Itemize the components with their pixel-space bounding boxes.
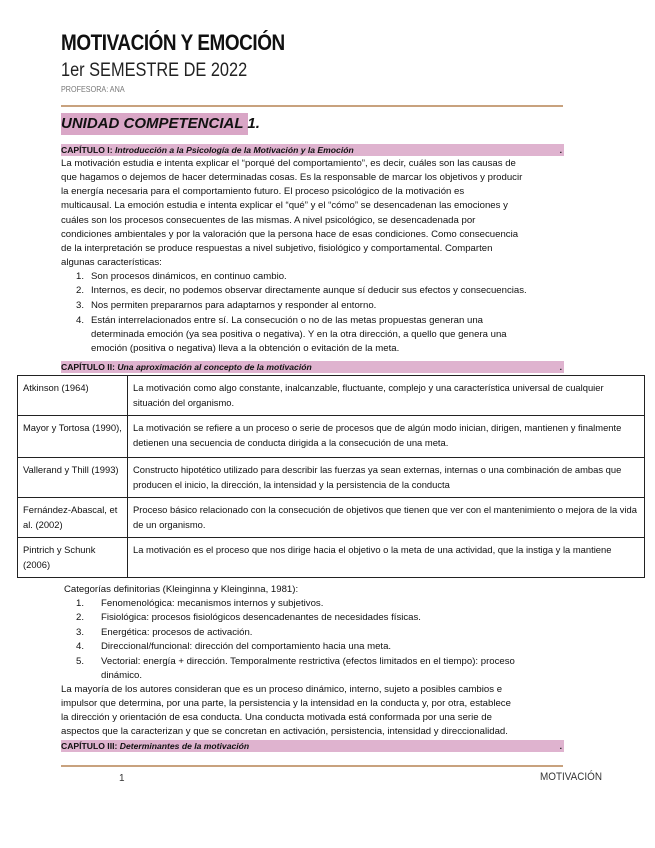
paragraph-line: algunas características: [61,257,162,268]
paragraph-line: multicausal. La emoción estudia e intenta explicar el “qué” y el “cómo” se desencadenan las emociones y [61,200,508,211]
categories-title: Categorías definitorias (Kleinginna y Kleinginna, 1981): [64,584,299,595]
list-text: Direccional/funcional: dirección del comportamiento hacia una meta. [101,641,392,652]
list-text: Energética: procesos de activación. [101,627,253,638]
list-text: Internos, es decir, no podemos observar directamente aunque sí deducir sus efectos y consecuencias. [91,285,527,296]
author-cell: Atkinson (1964) [18,376,128,416]
table-row [18,458,645,498]
chapter-3-dot: . [559,741,562,751]
chapter-3-title: Determinantes de la motivación [119,741,250,751]
list-text: determinada emoción (ya sea positiva o negativa). Y en la otra dirección, a quello que genera una [91,329,507,340]
table-row [18,538,645,578]
chapter-1-label: CAPÍTULO I: [61,145,113,155]
list-number: 3. [75,300,84,311]
paragraph-line: que hagamos o dejemos de hacer determinadas cosas. Es la responsable de marcar los objetivos y producir [61,172,523,183]
unit-heading: UNIDAD COMPETENCIAL 1. [61,113,248,135]
paragraph-line: la energía necesaria para el comportamiento futuro. El proceso psicológico de la motivación es [61,186,465,197]
list-text: dinámico. [101,670,143,681]
paragraph-line: La mayoría de los autores consideran que es un proceso dinámico, interno, sujeto a posibles cambios e [61,684,503,695]
definitions-table [17,375,645,578]
chapter-1-heading [61,144,564,156]
chapter-2-label: CAPÍTULO II: [61,362,115,372]
chapter-1-dot: . [559,145,562,155]
definition-cell: Constructo hipotético utilizado para describir las fuerzas ya sean externas, internas o una combinación de ambas que producen el inicio, la dirección, la intensidad y la persistencia de la conducta [128,458,645,498]
list-text: Vectorial: energía + dirección. Temporalmente restrictiva (efectos limitados en el tiempo): proceso [101,656,515,667]
chapter-3-label: CAPÍTULO III: [61,741,118,751]
chapter-2-heading [61,361,564,373]
paragraph-line: La motivación estudia e intenta explicar el “porqué del comportamiento”, es decir, cuáles son las causas de [61,158,516,169]
table-row [18,498,645,538]
definition-cell: La motivación es el proceso que nos dirige hacia el objetivo o la meta de una actividad, que la instiga y la mantiene [128,538,645,578]
semester-subtitle: 1er SEMESTRE DE 2022 [61,60,248,81]
list-text: Fisiológica: procesos fisiológicos desencadenantes de necesidades físicas. [101,612,421,623]
paragraph-line: cuáles son los procesos consecuentes de las mismas. A nivel psicológico, se desencadenada por [61,215,476,226]
page-number: 1 [119,773,125,784]
list-number: 3. [75,627,84,638]
list-number: 4. [75,315,84,326]
chapter-1-title: Introducción a la Psicología de la Motivación y la Emoción [114,145,354,155]
paragraph-line: la dirección y orientación de esa conducta. Una conducta motivada está conformada por una serie de [61,712,492,723]
list-number: 4. [75,641,84,652]
author-cell: Mayor y Tortosa (1990), [18,416,128,458]
author-cell: Fernández-Abascal, et al. (2002) [18,498,128,538]
list-number: 1. [75,598,84,609]
list-text: Son procesos dinámicos, en continuo cambio. [91,271,287,282]
definition-cell: La motivación como algo constante, inalcanzable, fluctuante, complejo y una característica universal de cualquier situación del organismo. [128,376,645,416]
list-number: 2. [75,285,84,296]
header-divider [61,105,563,107]
footer-section-label: MOTIVACIÓN [540,771,602,783]
list-text: Nos permiten prepararnos para adaptarnos y responder al entorno. [91,300,377,311]
list-number: 5. [75,656,84,667]
paragraph-line: de la interpretación se produce respuestas a nivel subjetivo, fisiológico y comportamental. Comparten [61,243,493,254]
author-cell: Vallerand y Thill (1993) [18,458,128,498]
definition-cell: La motivación se refiere a un proceso o serie de procesos que de algún modo inician, dirigen, mantienen y finalmente detienen una secuencia de conducta dirigida a la consecución de una meta. [128,416,645,458]
list-text: Fenomenológica: mecanismos internos y subjetivos. [101,598,324,609]
list-number: 1. [75,271,84,282]
paragraph-line: impulsor que determina, por una parte, la persistencia y la intensidad en la conducta y, por otra, establece [61,698,511,709]
footer-divider [61,765,563,767]
table-row [18,416,645,458]
paragraph-line: aspectos que la caracterizan y que se concretan en activación, persistencia, intensidad y direccionalidad. [61,726,508,737]
document-title: MOTIVACIÓN Y EMOCIÓN [61,30,285,55]
list-text: Están interrelacionados entre sí. La consecución o no de las metas propuestas generan una [91,315,483,326]
list-number: 2. [75,612,84,623]
professor-label: PROFESORA: ANA [61,85,125,94]
list-text: emoción (positiva o negativa) lleva a la obtención o evitación de la meta. [91,343,400,354]
author-cell: Pintrich y Schunk (2006) [18,538,128,578]
chapter-2-title: Una aproximación al concepto de la motivación [117,362,312,372]
definition-cell: Proceso básico relacionado con la consecución de objetivos que tienen que ver con el mantenimiento o mejora de la vida de un organismo. [128,498,645,538]
table-row [18,376,645,416]
chapter-3-heading [61,740,564,752]
paragraph-line: condiciones ambientales y por la valoración que la persona hace de esas condiciones. Como consecuencia [61,229,519,240]
chapter-2-dot: . [559,362,562,372]
